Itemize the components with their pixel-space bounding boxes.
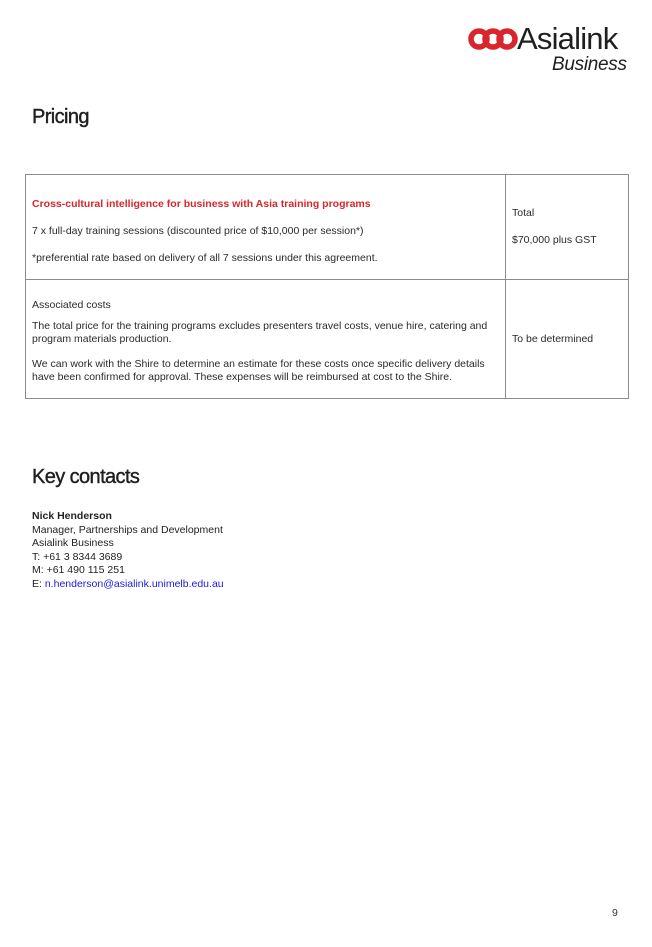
associated-costs-estimate: We can work with the Shire to determine an estimate for these costs once specific delivery details have been confirmed for approval. These expenses will be reimbursed at cost to the Shire. [32, 358, 485, 383]
contact-organisation: Asialink Business [32, 537, 114, 549]
preferential-rate-note: *preferential rate based on delivery of all 7 sessions under this agreement. [32, 251, 378, 264]
key-contacts-heading: Key contacts [32, 466, 140, 488]
contact-block [32, 510, 224, 591]
program-title: Cross-cultural intelligence for business with Asia training programs [32, 197, 371, 210]
contact-phone: T: +61 3 8344 3689 [32, 550, 123, 563]
contact-mobile: M: +61 490 115 251 [32, 564, 125, 576]
asialink-business-logo [468, 22, 633, 78]
contact-name: Nick Henderson [32, 510, 112, 522]
associated-costs-value-cell [506, 280, 629, 399]
contact-email-line [32, 578, 224, 592]
asialink-logo-icon [468, 26, 518, 52]
associated-costs-value: To be determined [512, 332, 594, 345]
associated-costs-exclusions: The total price for the training programs excludes presenters travel costs, venue hire, catering and program materials production. [32, 320, 488, 345]
contact-email-link[interactable]: n.henderson@asialink.unimelb.edu.au [44, 577, 224, 590]
contact-email-prefix: E: [32, 577, 45, 590]
page-number: 9 [612, 907, 618, 919]
table-row [26, 175, 629, 280]
contact-role: Manager, Partnerships and Development [32, 523, 223, 536]
logo-subtitle: Business [552, 54, 627, 75]
pricing-table [25, 174, 629, 399]
sessions-description: 7 x full-day training sessions (discounted price of $10,000 per session*) [32, 224, 364, 237]
total-value: $70,000 plus GST [512, 234, 597, 246]
table-row [26, 280, 629, 399]
associated-costs-title: Associated costs [32, 299, 111, 311]
logo-wordmark: Asialink [517, 21, 618, 56]
total-cell [506, 175, 629, 280]
program-cell [26, 175, 506, 280]
total-label: Total [512, 207, 535, 219]
associated-costs-cell [26, 280, 506, 399]
pricing-heading: Pricing [32, 106, 89, 128]
